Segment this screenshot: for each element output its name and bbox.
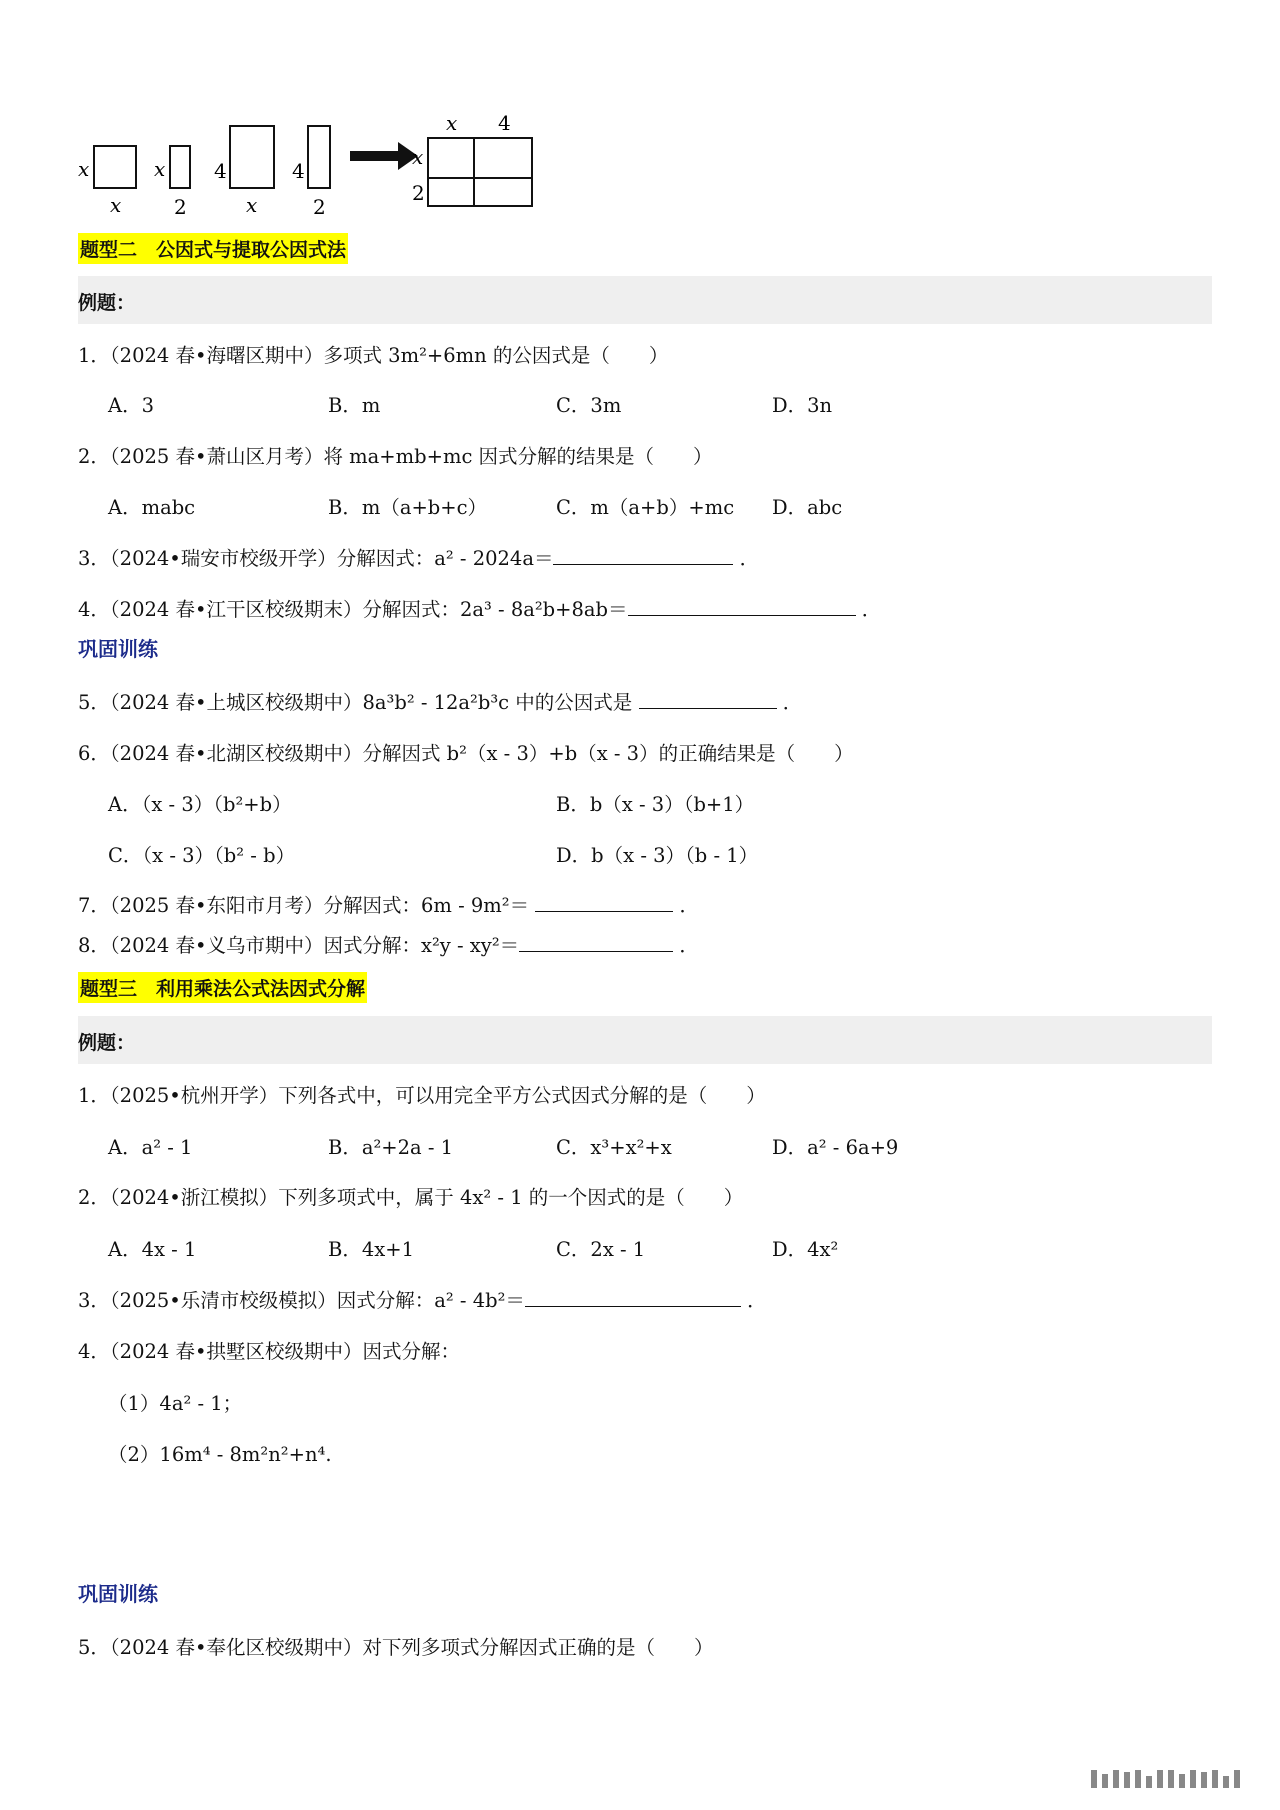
s3-question-4: 4．（2024 春•拱墅区校级期中）因式分解： <box>78 1340 460 1363</box>
period: ． <box>739 547 760 570</box>
s2-question-2: 2．（2025 春•萧山区月考）将 ma+mb+mc 因式分解的结果是（ ） <box>78 445 713 468</box>
s2-q1-option-a: A．3 <box>108 394 154 417</box>
s3-q1-option-b: B．a²+2a - 1 <box>328 1136 454 1159</box>
s3-q2-option-a: A．4x - 1 <box>108 1238 197 1261</box>
s2-q4-text: 4．（2024 春•江干区校级期末）分解因式：2a³ - 8a²b+8ab＝ <box>78 598 628 621</box>
s3-q3-text: 3．（2025•乐清市校级模拟）因式分解：a² - 4b²＝ <box>78 1289 525 1312</box>
period: ． <box>782 691 803 714</box>
s3-q1-option-a: A．a² - 1 <box>108 1136 193 1159</box>
s2-question-6: 6．（2024 春•北湖区校级期中）分解因式 b²（x - 3）+b（x - 3）的正确结果是（ ） <box>78 742 854 765</box>
answer-blank[interactable] <box>525 1288 741 1307</box>
rect-4-by-2 <box>308 126 330 188</box>
period: ． <box>747 1289 767 1312</box>
answer-blank[interactable] <box>519 933 673 952</box>
square-x-by-x <box>94 146 136 188</box>
s2-q6-option-d: D．b（x - 3）（b - 1） <box>556 844 759 867</box>
s2-question-5 <box>78 687 802 715</box>
s2-q8-text: 8．（2024 春•义乌市期中）因式分解：x²y - xy²＝ <box>78 934 520 957</box>
s2-question-7 <box>78 890 699 918</box>
rect1-left-label: x <box>154 157 166 181</box>
s3-q2-option-c: C．2x - 1 <box>556 1238 646 1261</box>
s2-q6-option-c: C．（x - 3）（b² - b） <box>108 844 296 867</box>
grid-left-label-x: x <box>412 145 424 169</box>
rect3-bottom-label: 2 <box>313 195 326 219</box>
s2-question-3 <box>78 543 759 571</box>
s3-question-2: 2．（2024•浙江模拟）下列多项式中，属于 4x² - 1 的一个因式的是（ ） <box>78 1186 744 1209</box>
combined-rectangle <box>428 138 532 206</box>
rect-4-by-x <box>230 126 274 188</box>
s3-question-3 <box>78 1285 767 1313</box>
s3-q2-option-b: B．4x+1 <box>328 1238 414 1261</box>
s2-q2-option-c: C．m（a+b）+mc <box>556 496 735 519</box>
practice-heading-3: 巩固训练 <box>78 1582 158 1606</box>
rect3-left-label: 4 <box>292 159 305 183</box>
s2-question-4 <box>78 594 881 622</box>
example-label: 例题： <box>78 292 136 314</box>
watermark-logo <box>1091 1770 1240 1788</box>
rect1-bottom-label: 2 <box>174 195 187 219</box>
period: ． <box>861 598 882 621</box>
section-title-3: 题型三 利用乘法公式法因式分解 <box>78 972 367 1003</box>
s3-q4-part-1: （1）4a² - 1； <box>108 1392 243 1415</box>
answer-blank[interactable] <box>535 893 673 912</box>
grid-top-label-4: 4 <box>498 112 511 135</box>
section-title-2: 题型二 公因式与提取公因式法 <box>78 233 348 264</box>
answer-blank[interactable] <box>553 546 733 565</box>
s3-question-5: 5．（2024 春•奉化区校级期中）对下列多项式分解因式正确的是（ ） <box>78 1636 714 1659</box>
s2-q7-text: 7．（2025 春•东阳市月考）分解因式：6m - 9m²＝ <box>78 894 530 917</box>
s2-q6-option-a: A．（x - 3）（b²+b） <box>108 793 292 816</box>
period: ． <box>679 894 700 917</box>
s2-q1-option-c: C．3m <box>556 394 622 417</box>
answer-blank[interactable] <box>628 597 856 616</box>
square-bottom-label: x <box>110 193 122 217</box>
s3-q1-option-d: D．a² - 6a+9 <box>772 1136 899 1159</box>
square-left-label: x <box>78 157 90 181</box>
s2-q5-text: 5．（2024 春•上城区校级期中）8a³b² - 12a²b³c 中的公因式是 <box>78 691 633 714</box>
rect-x-by-2 <box>170 146 190 188</box>
s2-q1-option-d: D．3n <box>772 394 833 417</box>
s3-q4-part-2: （2）16m⁴ - 8m²n²+n⁴. <box>108 1443 332 1466</box>
s2-q1-option-b: B．m <box>328 394 381 417</box>
s2-q6-option-b: B．b（x - 3）（b+1） <box>556 793 755 816</box>
s2-question-8 <box>78 930 699 958</box>
period: ． <box>679 934 699 957</box>
s2-q2-option-a: A．mabc <box>108 496 196 519</box>
s2-q3-text: 3．（2024•瑞安市校级开学）分解因式：a² - 2024a＝ <box>78 547 554 570</box>
s3-question-1: 1．（2025•杭州开学）下列各式中，可以用完全平方公式因式分解的是（ ） <box>78 1084 766 1107</box>
arrow-right-icon <box>350 142 418 170</box>
answer-blank[interactable] <box>639 690 777 709</box>
practice-heading-2: 巩固训练 <box>78 637 158 661</box>
s3-q1-option-c: C．x³+x²+x <box>556 1136 672 1159</box>
s2-q2-option-b: B．m（a+b+c） <box>328 496 488 519</box>
grid-top-label-x: x <box>446 112 458 135</box>
rect2-left-label: 4 <box>214 159 227 183</box>
s2-q2-option-d: D．abc <box>772 496 843 519</box>
s2-question-1: 1．（2024 春•海曙区期中）多项式 3m²+6mn 的公因式是（ ） <box>78 344 669 367</box>
area-model-figure <box>70 112 550 220</box>
grid-left-label-2: 2 <box>412 181 425 205</box>
example-band-3 <box>78 1016 1212 1064</box>
s3-q2-option-d: D．4x² <box>772 1238 839 1261</box>
example-label: 例题： <box>78 1032 136 1054</box>
rect2-bottom-label: x <box>246 193 258 217</box>
example-band-2 <box>78 276 1212 324</box>
